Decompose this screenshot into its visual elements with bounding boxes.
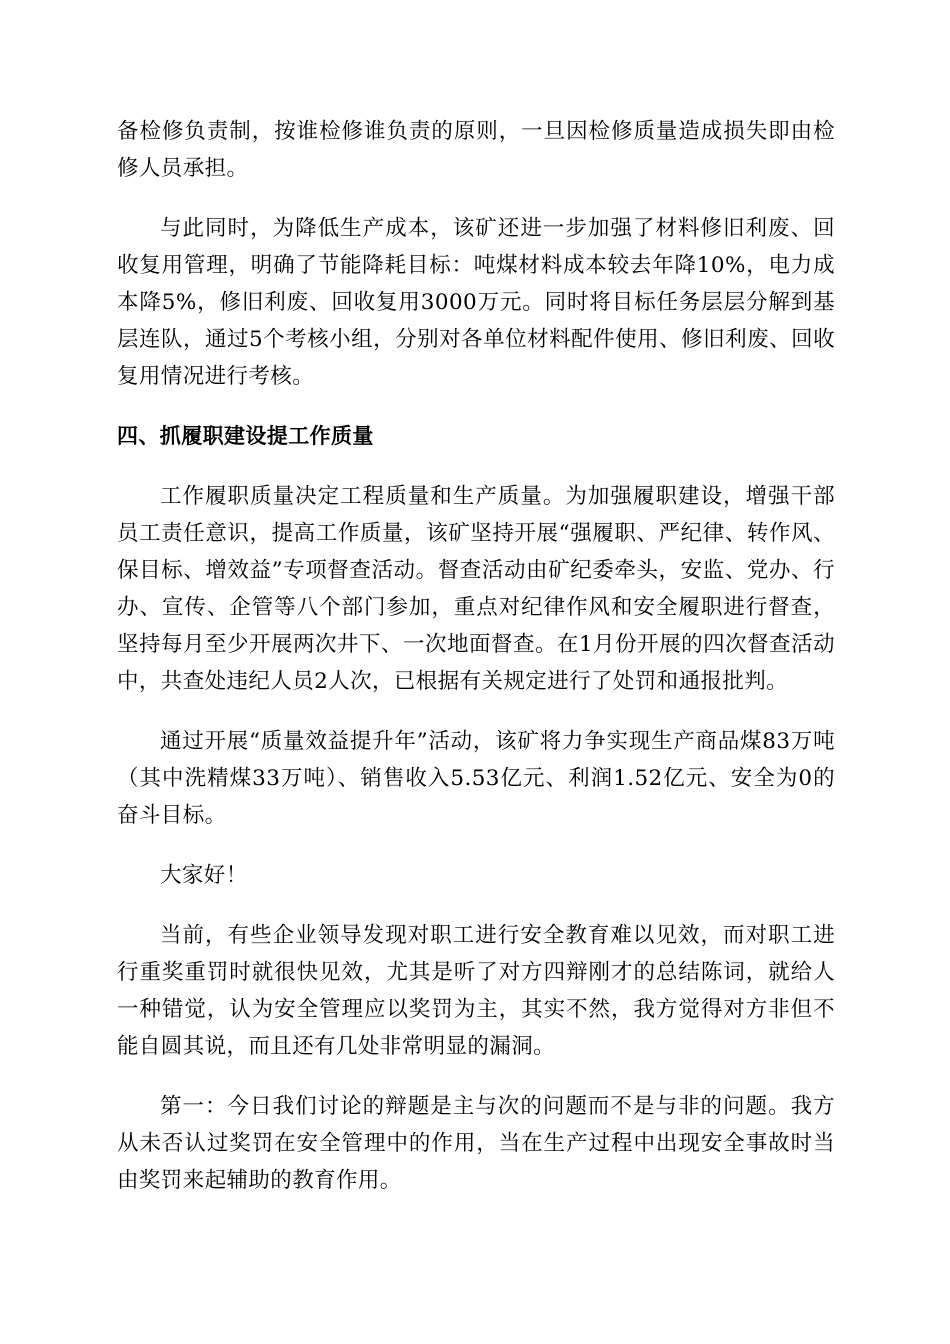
paragraph-duty-supervision: 工作履职质量决定工程质量和生产质量。为加强履职建设，增强干部员工责任意识，提高工作质量，该矿坚持开展“强履职、严纪律、转作风、保目标、增效益”专项督查活动。督查活动由矿纪委牵头，安监、党办、行办、宣传、企管等八个部门参加，重点对纪律作风和安全履职进行督查，坚持每月至少开展两次井下、一次地面督查。在1月份开展的四次督查活动中，共查处违纪人员2人次，已根据有关规定进行了处罚和通报批判。 [117, 484, 835, 694]
paragraph-continuation: 备检修负责制，按谁检修谁负责的原则，一旦因检修质量造成损失即由检修人员承担。 [117, 119, 835, 181]
paragraph-targets: 通过开展“质量效益提升年”活动，该矿将力争实现生产商品煤83万吨（其中洗精煤33万吨）、销售收入5.53亿元、利润1.52亿元、安全为0的奋斗目标。 [117, 729, 835, 828]
paragraph-greeting: 大家好！ [160, 863, 248, 888]
section-heading: 四、抓履职建设提工作质量 [117, 424, 374, 448]
paragraph-cost-reduction: 与此同时，为降低生产成本，该矿还进一步加强了材料修旧利废、回收复用管理，明确了节能降耗目标：吨煤材料成本较去年降10%，电力成本降5%，修旧利废、回收复用3000万元。同时将目标任务层层分解到基层连队，通过5个考核小组，分别对各单位材料配件使用、修旧利废、回收复用情况进行考核。 [117, 216, 835, 389]
document-page [117, 113, 835, 1222]
paragraph-first-point: 第一：今日我们讨论的辩题是主与次的问题而不是与非的问题。我方从未否认过奖罚在安全管理中的作用，当在生产过程中出现安全事故时当由奖罚来起辅助的教育作用。 [117, 1094, 835, 1193]
paragraph-debate-intro: 当前，有些企业领导发现对职工进行安全教育难以见效，而对职工进行重奖重罚时就很快见效，尤其是听了对方四辩刚才的总结陈词，就给人一种错觉，认为安全管理应以奖罚为主，其实不然，我方觉得对方非但不能自圆其说，而且还有几处非常明显的漏洞。 [117, 923, 835, 1059]
